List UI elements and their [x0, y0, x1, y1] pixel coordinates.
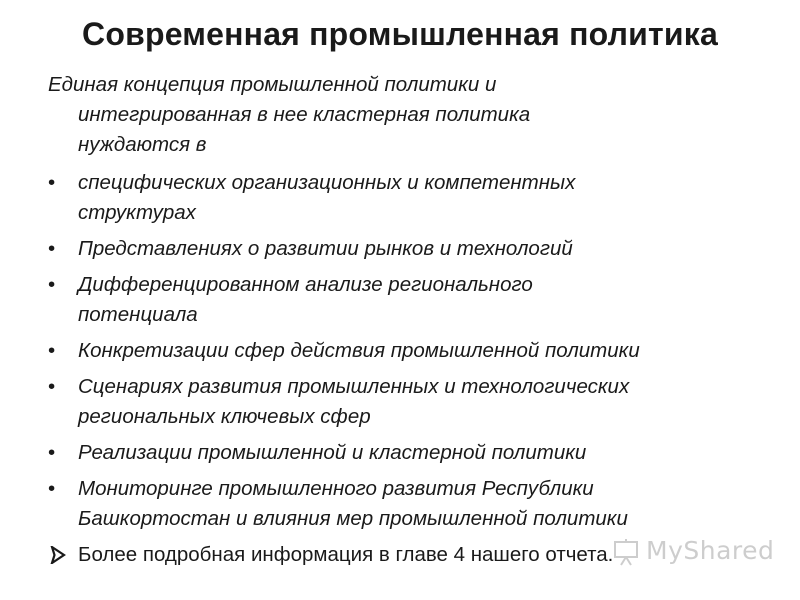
bullet-marker: •	[48, 273, 56, 296]
bullet-line: специфических организационных и компетентных	[78, 171, 576, 194]
bullet-list	[48, 168, 763, 534]
bullet-marker: •	[48, 375, 56, 398]
bullet-item	[48, 234, 763, 264]
bullet-line: Дифференцированном анализе регионального	[78, 273, 533, 296]
intro-line: нуждаются в	[78, 133, 207, 156]
bullet-line: Представлениях о развитии рынков и технологий	[78, 237, 573, 260]
bullet-text	[78, 270, 763, 330]
intro-line: интегрированная в нее кластерная политика	[78, 103, 531, 126]
bullet-text	[78, 372, 763, 432]
bullet-line: региональных ключевых сфер	[78, 405, 371, 428]
bullet-item	[48, 474, 763, 534]
bullet-text	[78, 474, 763, 534]
bullet-item	[48, 270, 763, 330]
bullet-line: потенциала	[78, 303, 198, 326]
bullet-item	[48, 168, 763, 228]
slide-content	[48, 70, 763, 570]
watermark	[612, 536, 792, 568]
presentation-board-icon	[612, 538, 640, 566]
intro-line: Единая концепция промышленной политики и	[48, 73, 497, 96]
slide-title: Современная промышленная политика	[82, 16, 718, 52]
bullet-line: Башкортостан и влияния мер промышленной политики	[78, 507, 628, 530]
bullet-marker: •	[48, 237, 56, 260]
bullet-marker: •	[48, 477, 56, 500]
bullet-marker: •	[48, 339, 56, 362]
final-note-text: Более подробная информация в главе 4 нашего отчета.	[78, 543, 614, 566]
arrow-right-icon	[50, 546, 66, 564]
bullet-text	[78, 168, 763, 228]
bullet-marker: •	[48, 441, 56, 464]
bullet-marker: •	[48, 171, 56, 194]
bullet-line: Конкретизации сфер действия промышленной политики	[78, 339, 640, 362]
bullet-item	[48, 372, 763, 432]
bullet-text	[78, 438, 763, 468]
bullet-line: Сценариях развития промышленных и технологических	[78, 375, 630, 398]
bullet-line: Реализации промышленной и кластерной политики	[78, 441, 587, 464]
bullet-text	[78, 234, 763, 264]
watermark-text: MyShared	[646, 536, 775, 565]
intro-paragraph	[48, 70, 763, 160]
bullet-line: Мониторинге промышленного развития Республики	[78, 477, 594, 500]
bullet-item	[48, 438, 763, 468]
bullet-item	[48, 336, 763, 366]
bullet-line: структурах	[78, 201, 196, 224]
bullet-text	[78, 336, 763, 366]
